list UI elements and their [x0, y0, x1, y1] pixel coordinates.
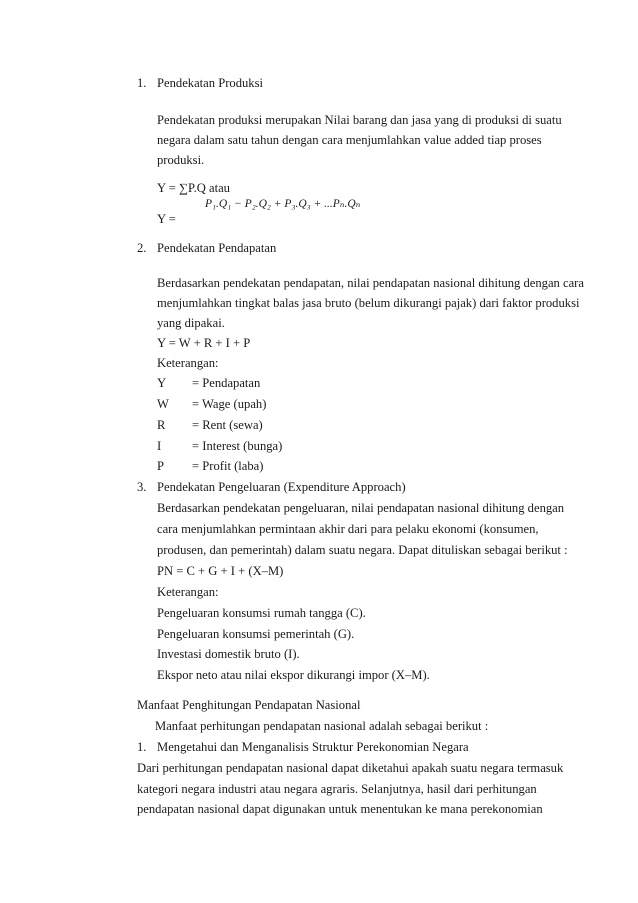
- keterangan-description: = Profit (laba): [192, 459, 264, 473]
- section-1-paragraph-line: negara dalam satu tahun dengan cara menjumlahkan value added tiap proses: [157, 133, 542, 147]
- manfaat-paragraph-line: Dari perhitungan pendapatan nasional dapat diketahui apakah suatu negara termasuk: [137, 761, 564, 775]
- manfaat-item-heading: Mengetahui dan Menganalisis Struktur Perekonomian Negara: [157, 740, 469, 754]
- section-2-number: 2.: [137, 241, 147, 255]
- section-3-keterangan-line: Pengeluaran konsumsi pemerintah (G).: [157, 627, 355, 641]
- section-1-paragraph-line: Pendekatan produksi merupakan Nilai barang dan jasa yang di produksi di suatu: [157, 113, 562, 127]
- section-3-keterangan-line: Investasi domestik bruto (I).: [157, 647, 300, 661]
- section-3-paragraph-line: produsen, dan pemerintah) dalam suatu negara. Dapat dituliskan sebagai berikut :: [157, 543, 568, 557]
- keterangan-description: = Wage (upah): [192, 397, 267, 411]
- section-2-formula: Y = W + R + I + P: [157, 336, 251, 350]
- manfaat-paragraph-line: pendapatan nasional dapat digunakan untuk menentukan ke mana perekonomian: [137, 802, 543, 816]
- keterangan-symbol: I: [157, 439, 162, 453]
- section-2-keterangan-label: Keterangan:: [157, 356, 219, 370]
- keterangan-symbol: R: [157, 418, 166, 432]
- manfaat-intro: Manfaat perhitungan pendapatan nasional adalah sebagai berikut :: [155, 719, 489, 733]
- section-3-keterangan-label: Keterangan:: [157, 585, 219, 599]
- section-3-keterangan-line: Ekspor neto atau nilai ekspor dikurangi impor (X–M).: [157, 668, 430, 682]
- section-3-heading: Pendekatan Pengeluaran (Expenditure Approach): [157, 480, 406, 494]
- section-3-keterangan-line: Pengeluaran konsumsi rumah tangga (C).: [157, 606, 366, 620]
- section-3-number: 3.: [137, 480, 147, 494]
- section-2-heading: Pendekatan Pendapatan: [157, 241, 277, 255]
- keterangan-symbol: P: [157, 459, 165, 473]
- section-1-formula-math: P₁.Q₁ − P₂.Q₂ + P₃.Q₃ + ...Pₙ.Qₙ: [205, 198, 361, 210]
- section-1-heading: Pendekatan Produksi: [157, 76, 263, 90]
- section-2-paragraph-line: yang dipakai.: [157, 316, 225, 330]
- keterangan-description: = Pendapatan: [192, 376, 261, 390]
- keterangan-description: = Rent (sewa): [192, 418, 263, 432]
- keterangan-symbol: Y: [157, 376, 167, 390]
- keterangan-description: = Interest (bunga): [192, 439, 283, 453]
- section-3-paragraph-line: Berdasarkan pendekatan pengeluaran, nilai pendapatan nasional dihitung dengan: [157, 501, 565, 515]
- section-3-formula: PN = C + G + I + (X–M): [157, 564, 284, 578]
- manfaat-item-number: 1.: [137, 740, 147, 754]
- section-1-number: 1.: [137, 76, 147, 90]
- section-2-paragraph-line: Berdasarkan pendekatan pendapatan, nilai pendapatan nasional dihitung dengan cara: [157, 276, 584, 290]
- manfaat-title: Manfaat Penghitungan Pendapatan Nasional: [137, 698, 361, 712]
- section-3-paragraph-line: cara menjumlahkan permintaan akhir dari para pelaku ekonomi (konsumen,: [157, 522, 539, 536]
- keterangan-symbol: W: [157, 397, 169, 411]
- section-1-paragraph-line: produksi.: [157, 153, 205, 167]
- section-1-formula: Y = ∑P.Q atau: [157, 181, 230, 195]
- section-1-y-equals: Y =: [157, 212, 176, 226]
- section-2-paragraph-line: menjumlahkan tingkat balas jasa bruto (belum dikurangi pajak) dari faktor produksi: [157, 296, 580, 310]
- manfaat-paragraph-line: kategori negara industri atau negara agraris. Selanjutnya, hasil dari perhitungan: [137, 782, 537, 796]
